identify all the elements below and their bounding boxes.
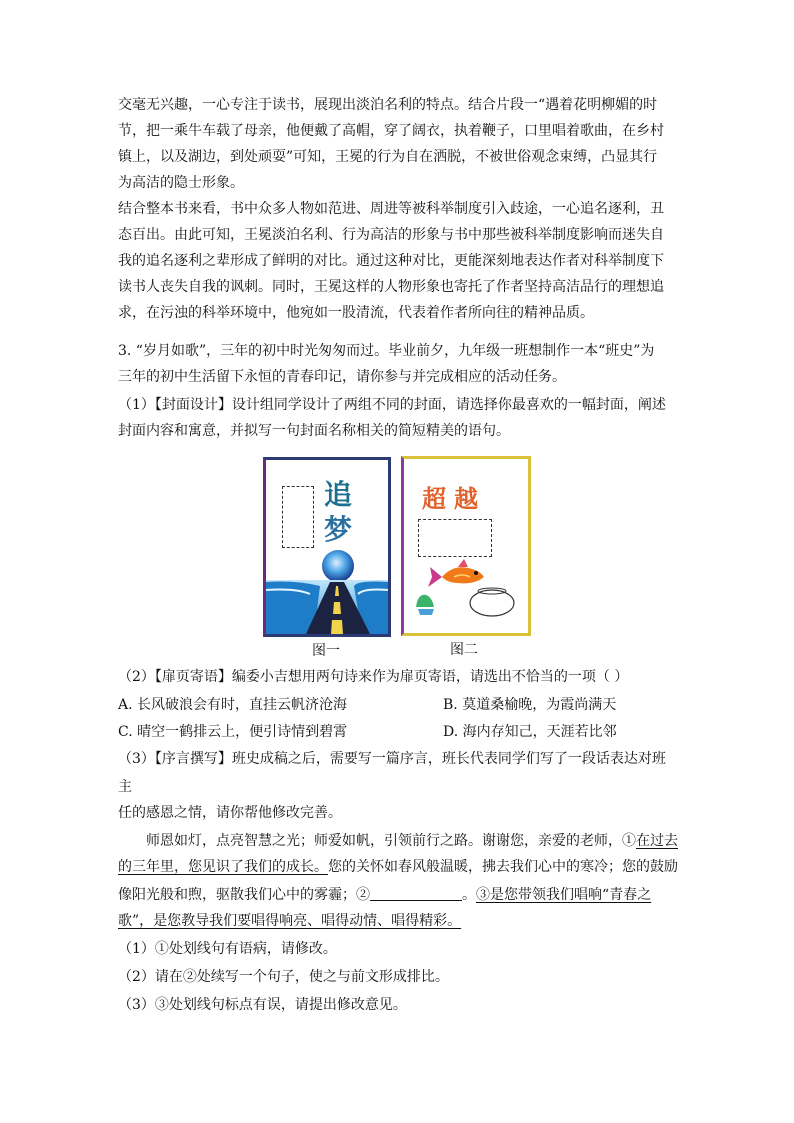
option-a: A. 长风破浪会有时，直挂云帆济沧海 xyxy=(118,697,348,713)
text-line: 我的追名逐利之辈形成了鲜明的对比。通过这种对比，更能深刻地表达作者对科举制度下 xyxy=(118,253,664,269)
preface-text: 师恩如灯，点亮智慧之光；师爱如帆，引领前行之路。谢谢您，亲爱的老师，① xyxy=(146,833,636,849)
preface-line xyxy=(118,886,651,904)
text-line: 结合整本书来看，书中众多人物如范进、周进等被科举制度引入歧途，一心追名逐利，丑 xyxy=(118,201,664,217)
question-2-stem: （2）【扉页寄语】编委小吉想用两句诗来作为扉页寄语，请选出不恰当的一项（ ） xyxy=(118,669,629,685)
text-line: 三年的初中生活留下永恒的青春印记，请你参与并完成相应的活动任务。 xyxy=(118,369,566,385)
text-line: 主 xyxy=(118,779,132,795)
text-line: 求，在污浊的科举环境中，他宛如一股清流，代表着作者所向往的精神品质。 xyxy=(118,305,594,321)
text-line: 任的感恩之情，请你帮他修改完善。 xyxy=(118,805,342,821)
cover-design-2 xyxy=(401,456,531,636)
cover1-title-char: 追 xyxy=(324,478,353,511)
preface-line xyxy=(146,832,678,850)
question-3-1-stem: （1）【封面设计】设计组同学设计了两组不同的封面，请选择你最喜欢的一幅封面，阐述 xyxy=(118,397,666,413)
option-d: D. 海内存知己，天涯若比邻 xyxy=(443,724,617,740)
dashed-title-box xyxy=(418,519,492,557)
preface-line xyxy=(118,858,678,876)
text-line: 镇上，以及湖边，到处顽耍”可知，王冕的行为自在洒脱，不被世俗观念束缚，凸显其行 xyxy=(118,149,658,165)
text-line: 节，把一乘牛车载了母亲，他便戴了高帽，穿了阔衣，执着鞭子，口里唱着歌曲，在乡村 xyxy=(118,123,664,139)
dashed-title-box xyxy=(282,486,314,548)
text-line: 读书人丧失自我的讽刺。同时，王冕这样的人物形象也寄托了作者坚持高洁品行的理想追 xyxy=(118,279,664,295)
underlined-sentence-1: 在过去 xyxy=(636,833,678,849)
text-line: 交毫无兴趣，一心专注于读书，展现出淡泊名利的特点。结合片段一“遇着花明柳媚的时 xyxy=(118,97,658,113)
underlined-sentence-1: 的三年里，您见识了我们的成长。 xyxy=(118,859,328,875)
option-b: B. 莫道桑榆晚，为霞尚满天 xyxy=(443,697,617,713)
sub-question-3: （3）③处划线句标点有误，请提出修改意见。 xyxy=(118,997,407,1013)
figure-caption-1: 图一 xyxy=(312,643,340,659)
goldfish-jump-illustration xyxy=(414,553,522,617)
cover1-title-char: 梦 xyxy=(324,513,353,546)
cover-design-1 xyxy=(263,457,391,637)
cover2-title: 超越 xyxy=(422,484,486,513)
sub-question-2: （2）请在②处续写一个句子，使之与前文形成排比。 xyxy=(118,969,449,985)
preface-text: 像阳光般和煦，驱散我们心中的雾霾；② xyxy=(118,887,370,903)
answer-blank[interactable] xyxy=(370,886,462,901)
option-c: C. 晴空一鹤排云上，便引诗情到碧霄 xyxy=(118,724,348,740)
preface-line xyxy=(118,912,461,930)
text-line: 为高洁的隐士形象。 xyxy=(118,175,244,191)
text-line: 态百出。由此可知，王冕淡泊名利、行为高洁的形象与书中那些被科举制度影响而迷失自 xyxy=(118,227,664,243)
underlined-sentence-3: ③是您带领我们唱响“青春之 xyxy=(476,887,652,903)
question-3-stem: 3. “岁月如歌”，三年的初中时光匆匆而过。毕业前夕，九年级一班想制作一本“班史”为 xyxy=(118,343,655,359)
preface-text: 。 xyxy=(462,887,476,903)
road-globe-illustration xyxy=(266,546,388,634)
preface-text: 您的关怀如春风般温暖，拂去我们心中的寒冷；您的鼓励 xyxy=(328,859,678,875)
figure-caption-2: 图二 xyxy=(450,642,478,658)
underlined-sentence-3: 歌”，是您教导我们要唱得响亮、唱得动情、唱得精彩。 xyxy=(118,913,462,929)
question-3-3-stem: （3）【序言撰写】班史成稿之后，需要写一篇序言，班长代表同学们写了一段话表达对班 xyxy=(118,751,666,767)
sub-question-1: （1）①处划线句有语病，请修改。 xyxy=(118,941,337,957)
text-line: 封面内容和寓意，并拟写一句封面名称相关的简短精美的语句。 xyxy=(118,423,510,439)
